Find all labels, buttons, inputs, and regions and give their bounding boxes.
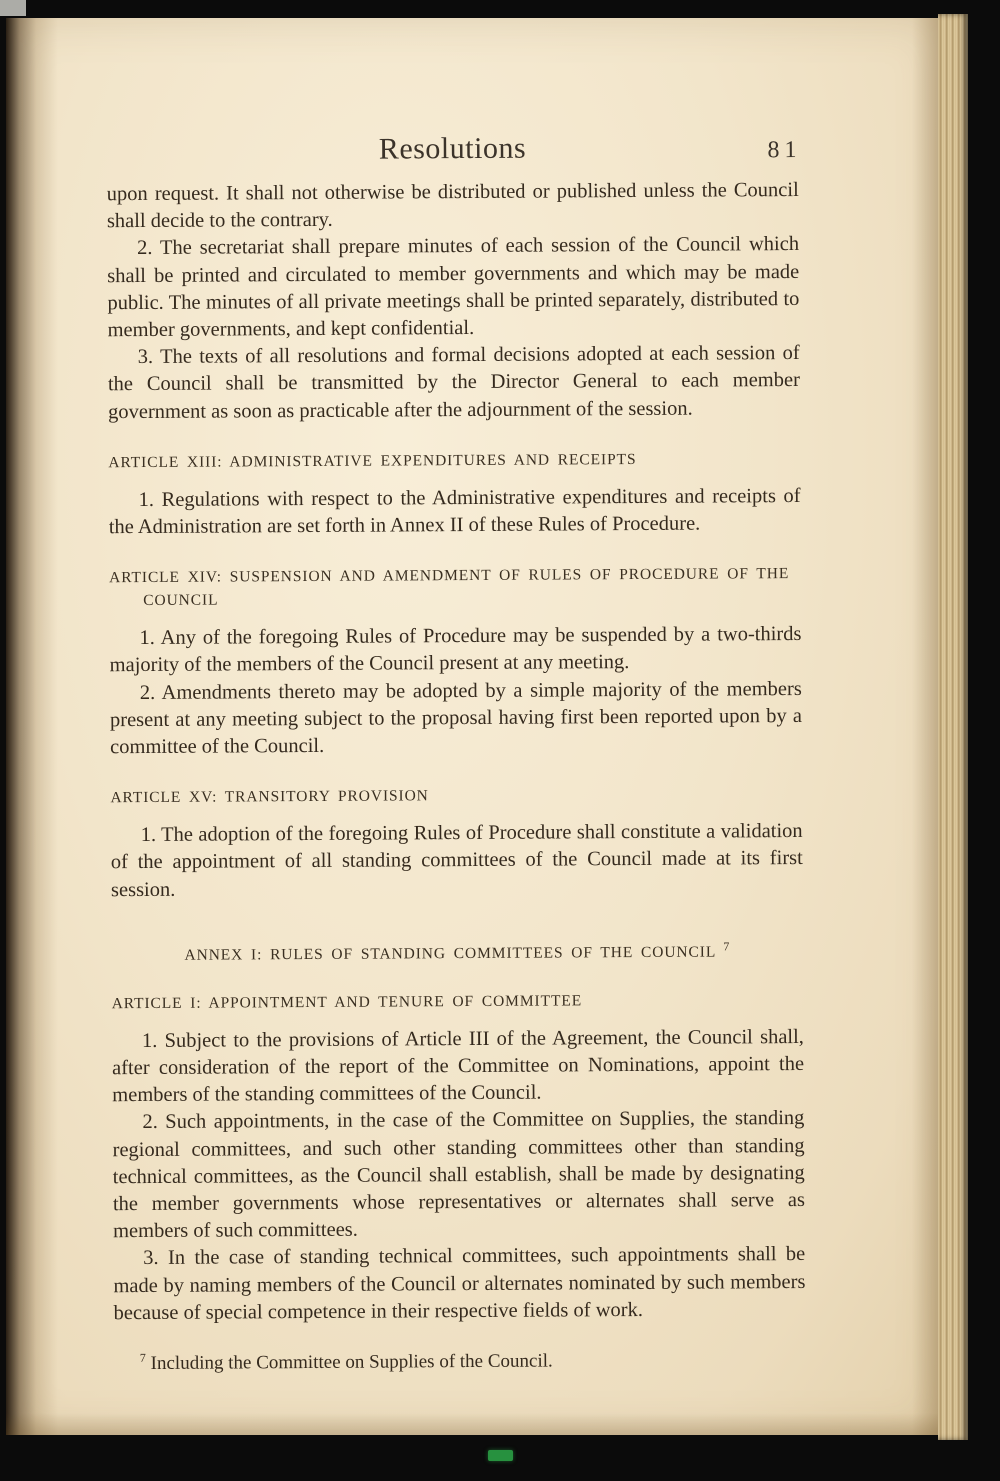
running-head <box>106 130 802 168</box>
scanner-color-mark <box>488 1450 513 1461</box>
body-paragraph: 1. Any of the foregoing Rules of Procedure may be suspended by a two-thirds majority of the members of the Council present at any meeting. <box>109 623 802 677</box>
body-paragraph: 1. Subject to the provisions of Article III of the Agreement, the Council shall, after consideration of the report of the Committee on Nominations, appoint the members of the standing committees of the Council. <box>112 1025 805 1107</box>
body-paragraph: 2. Such appointments, in the case of the Committee on Supplies, the standing regional committees, and such other standing committees other than standing technical committees, as the Council shall establish, shall be made by designating the member governments whose representatives or alternates shall serve as members of such committees. <box>112 1107 805 1243</box>
book-page <box>6 18 940 1435</box>
body-paragraph: 1. The adoption of the foregoing Rules of Procedure shall constitute a validation of the appointment of all standing committees of the Council made at its first session. <box>110 820 803 901</box>
book-fore-edge <box>938 14 968 1440</box>
body-paragraph: 2. The secretariat shall prepare minutes of each session of the Council which shall be printed and circulated to member governments and which may be made public. The minutes of all private meetings shall be printed separately, distributed to member governments, and kept confidential. <box>107 233 800 342</box>
body-paragraph: 3. The texts of all resolutions and formal decisions adopted at each session of the Council shall be transmitted by the Director General to each member government as soon as practicable after the adjournment of the session. <box>107 342 800 423</box>
footnote-reference: 7 <box>723 939 731 954</box>
printed-area <box>2 15 945 1438</box>
footnote-marker: 7 <box>139 1350 146 1365</box>
body-paragraph: 1. Regulations with respect to the Administrative expenditures and receipts of the Administration are set forth in Annex II of these Rules of Procedure. <box>108 484 801 539</box>
article-heading: ARTICLE XIII: ADMINISTRATIVE EXPENDITURES AND RECEIPTS <box>108 450 637 472</box>
article-heading: ARTICLE XIV: SUSPENSION AND AMENDMENT OF RULES OF PROCEDURE OF THE COUNCIL <box>109 565 790 610</box>
article-heading: ARTICLE I: APPOINTMENT AND TENURE OF COMMITTEE <box>111 992 583 1013</box>
page-number: 81 <box>767 136 802 164</box>
article-heading: ARTICLE XV: TRANSITORY PROVISION <box>110 787 429 807</box>
photo-corner-patch <box>0 0 26 16</box>
annex-heading: ANNEX I: RULES OF STANDING COMMITTEES OF THE COUNCIL $^7$ <box>184 939 731 964</box>
page-title: Resolutions <box>378 131 527 166</box>
page-body <box>107 177 806 1376</box>
body-paragraph: 2. Amendments thereto may be adopted by a simple majority of the members present at any meeting subject to the proposal having first been reported upon by a committee of the Council. <box>109 677 803 759</box>
footnote: $^7$ Including the Committee on Supplies of the Council. <box>139 1350 553 1375</box>
body-paragraph: 3. In the case of standing technical committees, such appointments shall be made by naming members of the Council or alternates nominated by such members because of special competence in their respective fields of work. <box>113 1243 806 1325</box>
body-paragraph: upon request. It shall not otherwise be distributed or published unless the Council shall decide to the contrary. <box>106 179 799 233</box>
